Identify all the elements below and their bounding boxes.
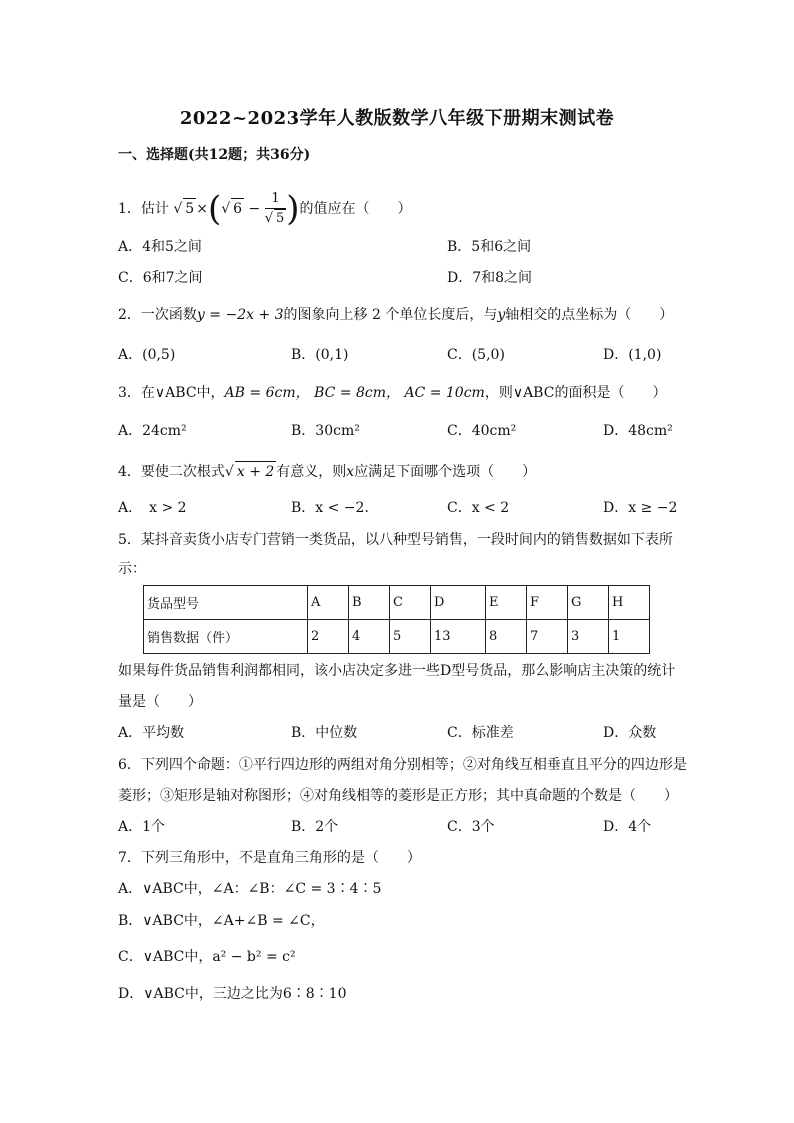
question-6-line-1: 6．下列四个命题：①平行四边形的两组对角分别相等；②对角线互相垂直且平分的四边形是 — [118, 757, 687, 773]
table-cell: 货品型号 — [144, 586, 308, 620]
question-text: ，则∨ABC的面积是（ ） — [484, 385, 667, 401]
table-cell: 3 — [568, 620, 609, 654]
math-expression: AC = 10cm — [404, 385, 485, 401]
option-b[interactable]: B．中位数 — [291, 725, 358, 741]
sales-table — [143, 585, 650, 654]
question-text: 在∨ABC中， — [140, 385, 225, 401]
option-c[interactable]: C．40cm² — [447, 423, 517, 439]
table-cell: H — [609, 586, 650, 620]
question-number: 4． — [118, 464, 141, 480]
math-expression: y = −2x + 3 — [196, 307, 284, 323]
math-variable: x — [346, 464, 355, 480]
question-5-line-3: 如果每件货品销售利润都相同，该小店决定多进一些D型号货品，那么影响店主决策的统计 — [118, 663, 676, 679]
page-title: 2022~2023学年人教版数学八年级下册期末测试卷 — [179, 108, 615, 129]
table-cell: 8 — [486, 620, 527, 654]
table-cell: 销售数据（件） — [144, 620, 308, 654]
question-5-line-2: 示： — [118, 561, 146, 577]
option-a[interactable]: A．1个 — [118, 819, 166, 835]
table-cell: 7 — [527, 620, 568, 654]
option-d[interactable]: D．众数 — [603, 725, 657, 741]
question-5-line-1: 5．某抖音卖货小店专门营销一类货品，以八种型号销售，一段时间内的销售数据如下表所 — [118, 532, 673, 548]
question-1 — [118, 190, 412, 228]
option-c[interactable]: C．6和7之间 — [118, 270, 203, 286]
table-cell: 4 — [349, 620, 390, 654]
question-text: 要使二次根式 — [140, 464, 225, 480]
option-d[interactable]: D．4个 — [603, 819, 652, 835]
table-cell: B — [349, 586, 390, 620]
question-text: 应满足下面哪个选项（ ） — [354, 464, 537, 480]
math-expression: BC = 8cm， — [314, 385, 400, 401]
question-text: 的图象向上移 2 个单位长度后，与 — [283, 307, 498, 323]
option-d[interactable]: D．48cm² — [603, 423, 673, 439]
question-number: 2． — [118, 307, 141, 323]
question-5-line-4: 量是（ ） — [118, 694, 202, 710]
option-d[interactable]: D．x ≥ −2 — [603, 500, 678, 516]
table-cell: 1 — [609, 620, 650, 654]
option-b[interactable]: B．30cm² — [291, 423, 360, 439]
math-expression: AB = 6cm， — [224, 385, 310, 401]
question-7: 7．下列三角形中，不是直角三角形的是（ ） — [118, 850, 421, 866]
question-2 — [118, 305, 673, 325]
section-heading: 一、选择题(共12题；共36分) — [118, 147, 311, 163]
table-cell: A — [308, 586, 349, 620]
option-d[interactable]: D．∨ABC中，三边之比为6∶8∶10 — [118, 986, 347, 1002]
table-cell: E — [486, 586, 527, 620]
question-6-line-2: 菱形；③矩形是轴对称图形；④对角线相等的菱形是正方形；其中真命题的个数是（ ） — [118, 788, 678, 804]
question-number: 3． — [118, 385, 141, 401]
question-text: 有意义，则 — [276, 464, 347, 480]
table-row — [144, 586, 650, 620]
math-variable: y — [497, 307, 506, 323]
table-cell: D — [431, 586, 486, 620]
option-c[interactable]: C．x < 2 — [447, 500, 510, 516]
option-a[interactable]: A．4和5之间 — [118, 239, 202, 255]
table-row — [144, 620, 650, 654]
question-3 — [118, 383, 666, 403]
table-cell: 13 — [431, 620, 486, 654]
option-a[interactable]: A．24cm² — [118, 423, 187, 439]
question-text: 一次函数 — [140, 307, 197, 323]
option-b[interactable]: B．5和6之间 — [447, 239, 532, 255]
option-a[interactable]: A．平均数 — [118, 725, 185, 741]
table-cell: C — [390, 586, 431, 620]
option-c[interactable]: C．3个 — [447, 819, 495, 835]
table-cell: F — [527, 586, 568, 620]
option-b[interactable]: B．(0,1) — [291, 347, 349, 363]
option-a[interactable]: A．∨ABC中，∠A：∠B：∠C = 3∶4∶5 — [118, 881, 382, 897]
option-a[interactable]: A． x > 2 — [118, 500, 187, 516]
question-text: 估计 — [140, 201, 169, 217]
option-c[interactable]: C．标准差 — [447, 725, 514, 741]
option-c[interactable]: C．∨ABC中，a² − b² = c² — [118, 949, 296, 965]
option-d[interactable]: D．7和8之间 — [447, 270, 533, 286]
option-a[interactable]: A．(0,5) — [118, 347, 176, 363]
question-4: 4．要使二次根式√ x + 2 有意义，则x应满足下面哪个选项（ ） — [118, 461, 536, 482]
option-b[interactable]: B．x < −2． — [291, 500, 379, 516]
math-expression: √ 5 ×(√ 6 − $\frac{1}{√ 5}$ ) — [173, 189, 300, 229]
option-b[interactable]: B．∨ABC中，∠A+∠B = ∠C， — [118, 913, 325, 929]
option-b[interactable]: B．2个 — [291, 819, 339, 835]
table-cell: G — [568, 586, 609, 620]
question-number: 1． — [118, 201, 141, 217]
radicand: x + 2 — [235, 461, 276, 482]
question-text: 轴相交的点坐标为（ ） — [505, 307, 674, 323]
option-d[interactable]: D．(1,0) — [603, 347, 662, 363]
question-text: 的值应在（ ） — [299, 201, 412, 217]
table-cell: 5 — [390, 620, 431, 654]
option-c[interactable]: C．(5,0) — [447, 347, 505, 363]
table-cell: 2 — [308, 620, 349, 654]
